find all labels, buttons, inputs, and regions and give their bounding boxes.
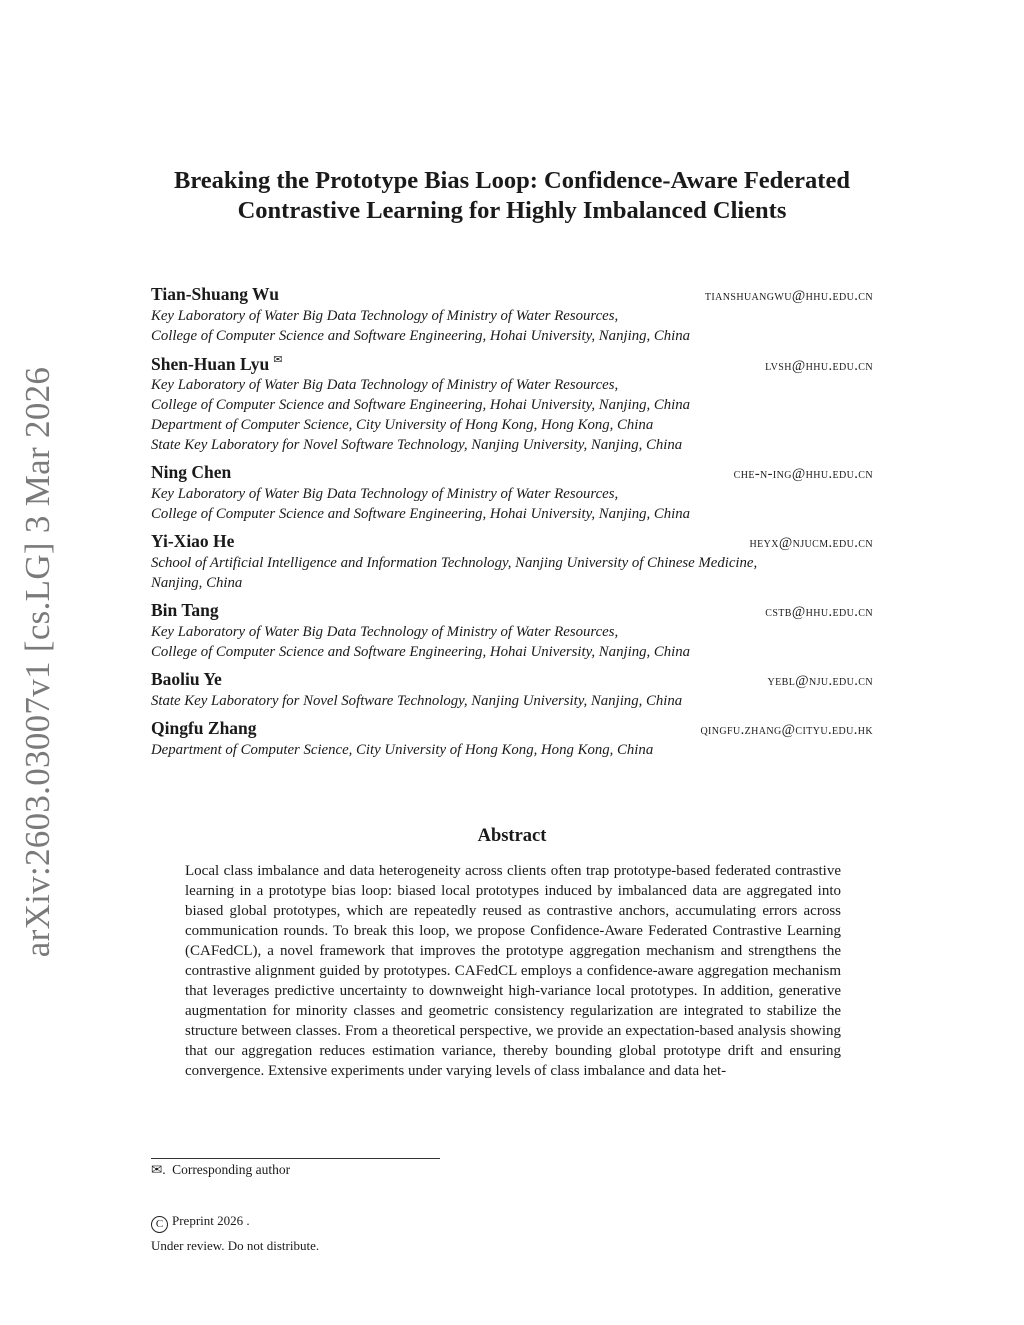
author-affiliation: Key Laboratory of Water Big Data Technology of Ministry of Water Resources, xyxy=(151,377,619,393)
author-email[interactable]: heyx@njucm.edu.cn xyxy=(749,535,873,551)
paper-title: Breaking the Prototype Bias Loop: Confidence-Aware Federated Contrastive Learning for Highly Imbalanced Clients xyxy=(174,167,850,224)
author-affiliation: College of Computer Science and Software Engineering, Hohai University, Nanjing, China xyxy=(151,328,691,344)
author-affiliation: College of Computer Science and Software Engineering, Hohai University, Nanjing, China xyxy=(151,397,691,413)
author-block xyxy=(151,669,873,711)
author-affiliation: Nanjing, China xyxy=(151,575,243,591)
author-block xyxy=(151,462,873,524)
author-email[interactable]: cstb@hhu.edu.cn xyxy=(765,604,873,620)
author-affiliation: College of Computer Science and Software Engineering, Hohai University, Nanjing, China xyxy=(151,506,691,522)
author-name: Yi-Xiao He xyxy=(151,531,235,551)
review-notice: Under review. Do not distribute. xyxy=(151,1238,320,1253)
author-affiliation: State Key Laboratory for Novel Software Technology, Nanjing University, Nanjing, China xyxy=(151,437,683,453)
author-block xyxy=(151,600,873,662)
author-email[interactable]: yebl@nju.edu.cn xyxy=(767,673,873,689)
author-name: Qingfu Zhang xyxy=(151,718,257,738)
author-email[interactable]: lvsh@hhu.edu.cn xyxy=(765,357,873,374)
author-affiliation: Department of Computer Science, City University of Hong Kong, Hong Kong, China xyxy=(151,742,654,758)
author-affiliation: Key Laboratory of Water Big Data Technology of Ministry of Water Resources, xyxy=(151,624,619,640)
author-email[interactable]: che-n-ing@hhu.edu.cn xyxy=(733,466,873,482)
author-name: Bin Tang xyxy=(151,600,219,620)
author-name: Shen-Huan Lyu xyxy=(151,353,270,374)
author-block xyxy=(151,284,873,346)
author-affiliation: School of Artificial Intelligence and Information Technology, Nanjing University of Chinese Medicine, xyxy=(151,555,758,571)
author-email[interactable]: qingfu.zhang@cityu.edu.hk xyxy=(700,722,873,738)
footnote xyxy=(151,1162,290,1178)
author-name: Baoliu Ye xyxy=(151,669,222,689)
author-block xyxy=(151,353,873,455)
footnote-divider xyxy=(151,1158,440,1159)
preprint-notice xyxy=(151,1213,250,1233)
author-affiliation: Key Laboratory of Water Big Data Technology of Ministry of Water Resources, xyxy=(151,486,619,502)
abstract-heading: Abstract xyxy=(477,826,547,846)
copyright-icon: C xyxy=(151,1216,168,1233)
preprint-text: Preprint 2026 . xyxy=(172,1213,250,1228)
author-list xyxy=(151,284,873,767)
corresponding-envelope-icon: ✉ xyxy=(273,354,283,366)
abstract-text: Local class imbalance and data heterogeneity across clients often trap prototype-based federated contrastive learning in a prototype bias loop: biased local prototypes induced by imbalanced data are aggregated into biased global prototypes, which are repeatedly reused as contrastive anchors, accumulating errors across communication rounds. To break this loop, we propose Confidence-Aware Federated Contrastive Learning (CAFedCL), a novel framework that improves the prototype aggregation mechanism and strengthens the contrastive alignment guided by prototypes. CAFedCL employs a confidence-aware aggregation mechanism that leverages predictive uncertainty to downweight high-variance local prototypes. In addition, generative augmentation for minority classes and geometric consistency regularization are integrated to stabilize the structure between classes. From a theoretical perspective, we provide an expectation-based analysis showing that our aggregation reduces estimation variance, thereby bounding global prototype drift and ensuring convergence. Extensive experiments under varying levels of class imbalance and data het- xyxy=(185,863,841,1079)
author-affiliation: Key Laboratory of Water Big Data Technology of Ministry of Water Resources, xyxy=(151,308,619,324)
author-name: Ning Chen xyxy=(151,462,232,482)
footnote-text: Corresponding author xyxy=(172,1162,291,1177)
author-affiliation: State Key Laboratory for Novel Software Technology, Nanjing University, Nanjing, China xyxy=(151,693,683,709)
author-name: Tian-Shuang Wu xyxy=(151,284,279,304)
author-affiliation: College of Computer Science and Software Engineering, Hohai University, Nanjing, China xyxy=(151,644,691,660)
author-block xyxy=(151,718,873,760)
author-email[interactable]: tianshuangwu@hhu.edu.cn xyxy=(704,288,873,304)
author-block xyxy=(151,531,873,593)
arxiv-identifier: arXiv:2603.03007v1 [cs.LG] 3 Mar 2026 xyxy=(18,366,57,958)
envelope-icon: ✉. xyxy=(151,1162,166,1177)
author-affiliation: Department of Computer Science, City University of Hong Kong, Hong Kong, China xyxy=(151,417,654,433)
